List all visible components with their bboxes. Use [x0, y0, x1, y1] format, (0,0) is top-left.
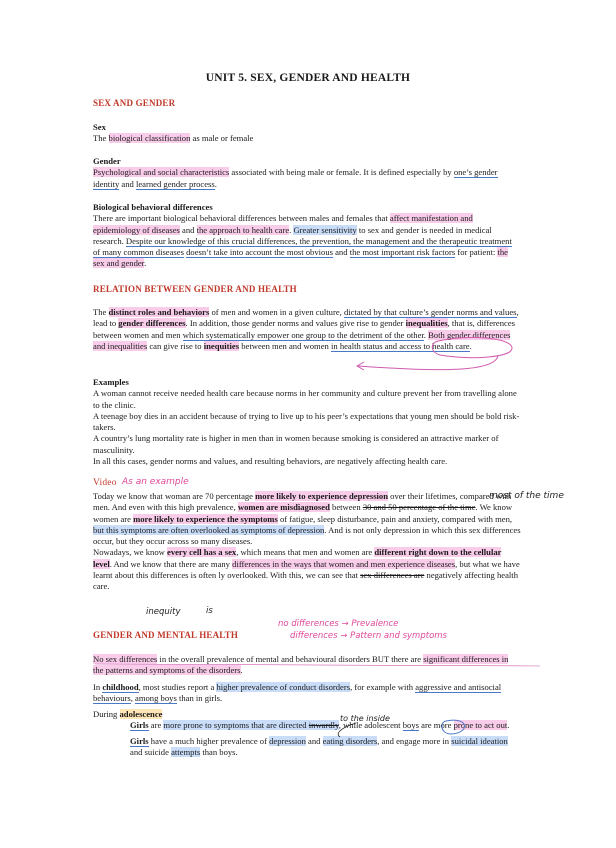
- handwritten-inequity: inequity: [146, 607, 181, 617]
- handwritten-to-the-inside: to the inside: [340, 714, 390, 723]
- handwritten-most-of-the-time: most of the time: [489, 491, 564, 501]
- gender-def: Psychological and social characteristics associated with being male or female. It is defined especially by one’s gender identity and learned gender process.: [93, 167, 498, 189]
- handwritten-is: is: [206, 606, 213, 616]
- example-summary: In all this cases, gender norms and values, and resulting behaviors, are negatively affecting health care.: [93, 456, 448, 467]
- sex-def: The biological classification as male or female: [93, 133, 254, 144]
- handwritten-note-prevalence: no differences → Prevalence: [278, 619, 399, 629]
- section-heading-sex-gender: SEX AND GENDER: [93, 98, 176, 108]
- handwritten-note-pattern: differences → Pattern and symptoms: [290, 631, 447, 641]
- mental-paragraph: No sex differences in the overall prevalence of mental and behavioural disorders BUT there are significant differences in the patterns and symptoms of the disorders. In childhood, most studies report a higher prevalence of conduct disorders, for example with aggressive and antisocial behaviours, among boys than in girls. During adolescence Girls are more prone to symptoms that are directed inwardly, while adolescent boys are more prone to act out. Girls have a much higher prevalence of depression and eating disorders, and engage more in suicidal ideation and suicide attempts than boys.: [93, 654, 510, 758]
- example-1: A woman cannot receive needed health care because norms in her community and culture prevent her from travelling alone to the clinic.: [93, 388, 517, 410]
- arrowhead-inequities: [357, 362, 364, 370]
- term-bio: Biological behavioral differences: [93, 202, 213, 212]
- examples-block: [93, 377, 521, 467]
- section-heading-relation: RELATION BETWEEN GENDER AND HEALTH: [93, 284, 297, 294]
- example-2: A teenage boy dies in an accident because of trying to live up to his peer’s expectations that young men should be bold risk-takers.: [93, 410, 520, 433]
- example-3: A country’s lung mortality rate is higher in men than in women because smoking is considered an attractive marker of masculinity.: [93, 433, 499, 455]
- handwritten-as-an-example: As an example: [122, 477, 189, 487]
- video-paragraph-1: Today we know that woman are 70 percentage more likely to experience depression over their lifetimes, compared with men. And even with this high prevalence, women are misdiagnosed between 30 and 50 percentage of the time. We know women are more likely to experience the symptoms of fatigue, sleep disturbance, pain and anxiety, compared with men, but this symptoms are often overlooked as symptoms of depression. And is not only depression in which this sex differences occur, but they occur across so many diseases. Nowadays, we know every cell has a sex, which means that men and women are different right down to the cellular level. And we know that there are many differences in the ways that women and men experience diseases, but what we have learnt about this differences is often ly overlooked. With this, we can see that sex differences are negatively affecting health care.: [93, 491, 521, 592]
- relation-paragraph: The distinct roles and behaviors of men and women in a given culture, dictated by that culture’s gender norms and values, lead to gender differences. In addition, those gender norms and values give rise to gender inequalities, that is, differences between women and men which systematically empower one group to the detriment of the other. Both gender differences and inequalities can give rise to inequities between men and women in health status and access to health care.: [93, 307, 519, 351]
- term-examples: Examples: [93, 377, 129, 387]
- bio-differences: [93, 202, 521, 270]
- sex-definition: [93, 122, 521, 145]
- arrow-inequities: [358, 356, 498, 370]
- bio-text: There are important biological behavioral differences between males and females that affect manifestation and epidemiology of diseases and the approach to health care. Greater sensitivity to sex and gender is needed in medical research. Despite our knowledge of this crucial differences, the prevention, the management and the therapeutic treatment of many common diseases doesn’t take into account the most obvious and the most important risk factors for patient: the sex and gender.: [93, 213, 512, 269]
- page-title: UNIT 5. SEX, GENDER AND HEALTH: [205, 72, 411, 84]
- term-sex: Sex: [93, 122, 106, 132]
- gender-definition: [93, 156, 521, 190]
- term-gender: Gender: [93, 156, 121, 166]
- section-heading-mental: GENDER AND MENTAL HEALTH: [93, 630, 239, 640]
- video-label: Video: [93, 478, 117, 488]
